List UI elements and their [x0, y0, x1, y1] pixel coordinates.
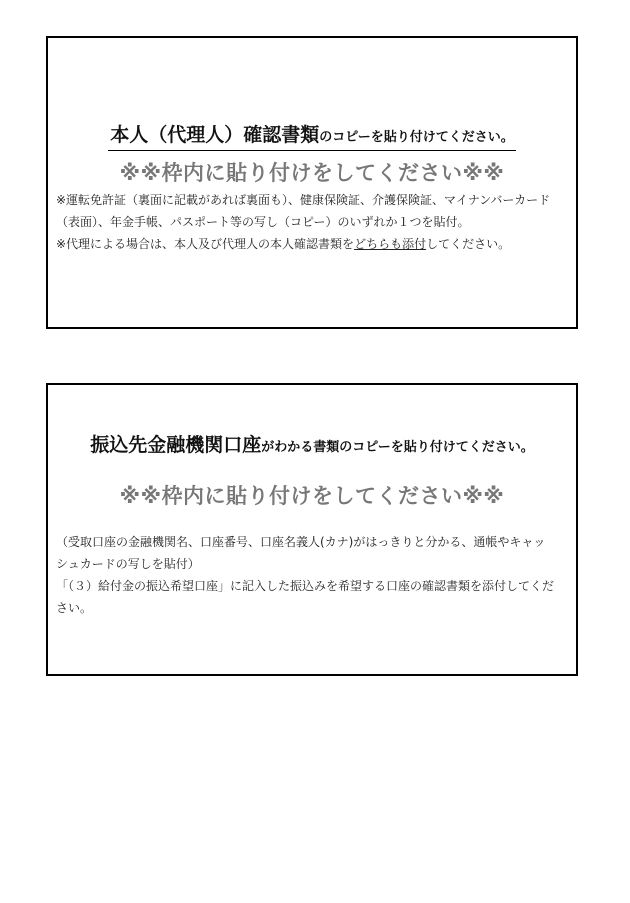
- proxy-note-after: してください。: [426, 237, 511, 251]
- bank-document-heading-sub: がわかる書類のコピーを貼り付けてください。: [261, 440, 534, 455]
- proxy-note-before: ※代理による場合は、本人及び代理人の本人確認書類を: [56, 237, 355, 251]
- bank-document-heading: [48, 434, 576, 459]
- id-document-heading: [48, 124, 576, 151]
- id-document-heading-main: 本人（代理人）確認書類: [110, 124, 320, 146]
- bank-document-heading-main: 振込先金融機関口座: [90, 434, 262, 456]
- bank-account-details-text: （受取口座の金融機関名、口座番号、口座名義人(カナ)がはっきりと分かる、通帳やキャッシュカードの写しを貼付）: [56, 535, 546, 571]
- bank-account-attach-text: 「（３）給付金の振込希望口座」に記入した振込みを希望する口座の確認書類を添付してください。: [56, 579, 555, 615]
- proxy-note-underlined: どちらも添付: [354, 237, 427, 251]
- bank-document-paste-area: [46, 383, 578, 676]
- bank-paste-instruction: ※※枠内に貼り付けをしてください※※: [119, 484, 505, 508]
- id-document-description: [56, 189, 556, 255]
- id-accepted-documents-text: ※運転免許証（裏面に記載があれば裏面も）、健康保険証、介護保険証、マイナンバーカード（表面）、年金手帳、パスポート等の写し（コピー）のいずれか１つを貼付。: [56, 193, 551, 229]
- id-paste-instruction: ※※枠内に貼り付けをしてください※※: [119, 161, 505, 185]
- id-document-heading-sub: のコピーを貼り付けてください。: [319, 130, 514, 145]
- proxy-note-text: [56, 233, 556, 255]
- id-document-paste-area: [46, 36, 578, 329]
- bank-document-description: [56, 531, 556, 619]
